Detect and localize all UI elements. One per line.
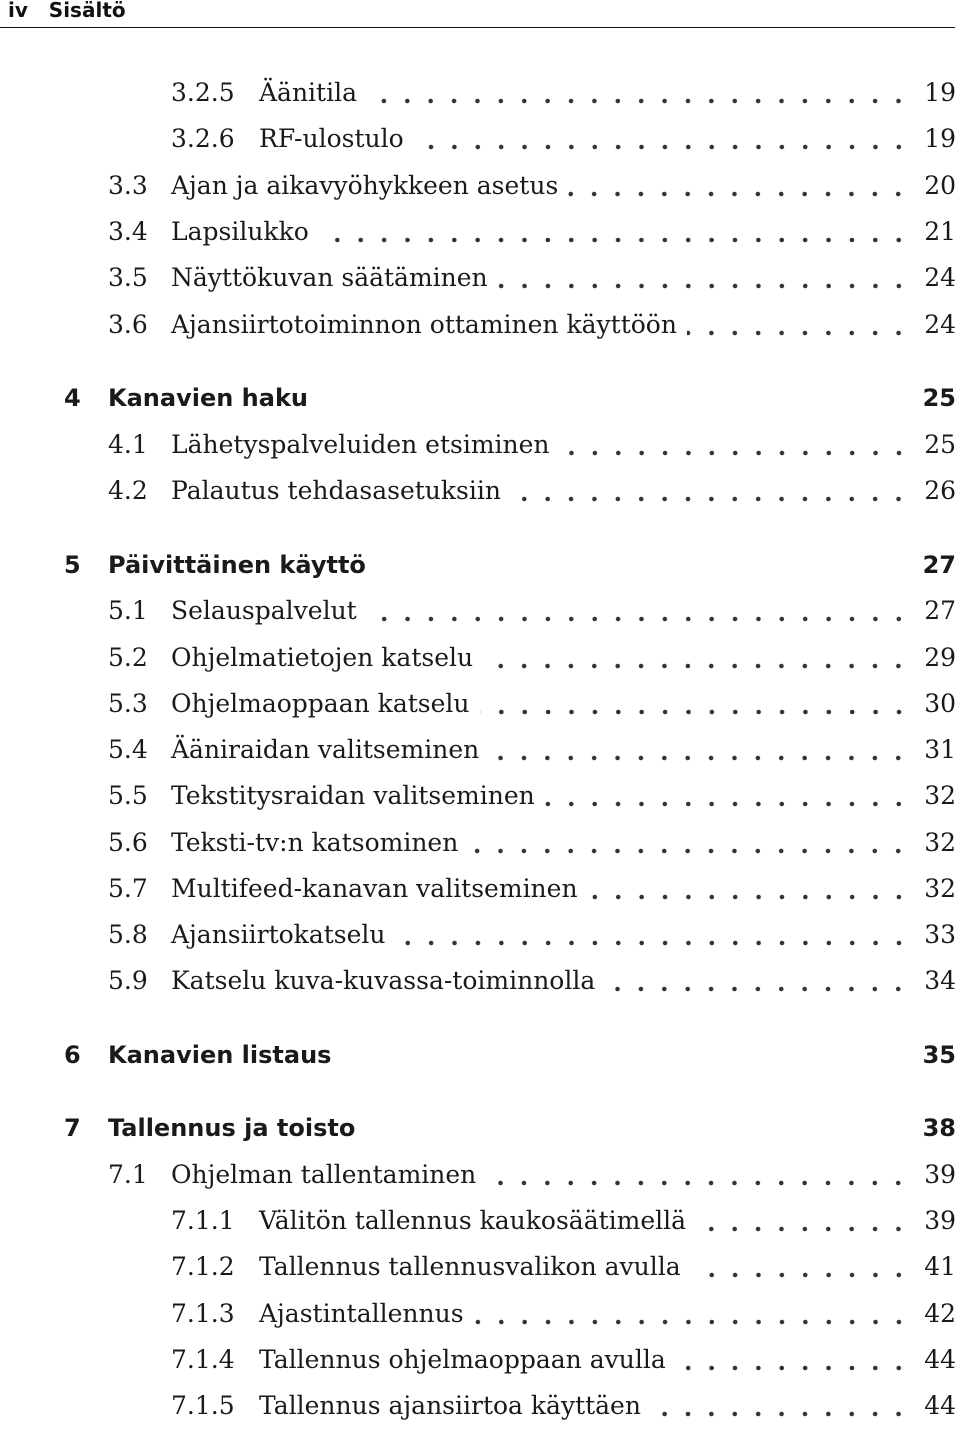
- toc-entry-page: 19: [924, 124, 956, 153]
- toc-entry-page: 25: [922, 384, 956, 412]
- leader-dots: [676, 1343, 910, 1377]
- toc-entry-title[interactable]: Selauspalvelut: [171, 596, 357, 625]
- toc-entry-title[interactable]: Kanavien haku: [108, 384, 308, 412]
- toc-entry-title[interactable]: Palautus tehdasasetuksiin: [171, 476, 501, 505]
- toc-entry-page: 30: [924, 689, 956, 718]
- toc-dot-leader: [489, 733, 910, 767]
- toc-entry-page: 44: [924, 1391, 956, 1420]
- leader-dots: [319, 215, 910, 249]
- leader-dots: [511, 474, 910, 508]
- toc-entry[interactable]: [0, 308, 960, 342]
- toc-entry-page: 25: [924, 430, 956, 459]
- toc-entry[interactable]: [0, 594, 960, 628]
- toc-entry-number: 7.1.4: [171, 1345, 235, 1374]
- toc-entry-page: 21: [924, 217, 956, 246]
- toc-entry-number: 3.4: [108, 217, 148, 246]
- toc-entry-title[interactable]: RF-ulostulo: [259, 124, 404, 153]
- toc-entry-title[interactable]: Päivittäinen käyttö: [108, 551, 366, 579]
- leader-dots: [696, 1204, 910, 1238]
- toc-entry-number: 3.6: [108, 310, 148, 339]
- toc-entry-page: 34: [924, 966, 956, 995]
- toc-entry-page: 32: [924, 781, 956, 810]
- toc-entry[interactable]: [0, 641, 960, 675]
- toc-entry-number: 5.2: [108, 643, 148, 672]
- toc-entry-page: 24: [924, 310, 956, 339]
- toc-chapter-entry[interactable]: [0, 1038, 960, 1072]
- toc-entry-title[interactable]: Tallennus ajansiirtoa käyttäen: [259, 1391, 641, 1420]
- toc-dot-leader: [696, 1204, 910, 1238]
- toc-entry-title[interactable]: Tallennus tallennusvalikon avulla: [259, 1252, 681, 1281]
- toc-dot-leader: [651, 1389, 910, 1423]
- toc-dot-leader: [414, 122, 911, 156]
- toc-entry-title[interactable]: Näyttökuvan säätäminen: [171, 263, 488, 292]
- toc-entry-title[interactable]: Multifeed-kanavan valitseminen: [171, 874, 578, 903]
- toc-dot-leader: [367, 76, 910, 110]
- toc-entry-page: 27: [924, 596, 956, 625]
- toc-entry-title[interactable]: Tallennus ohjelmaoppaan avulla: [259, 1345, 666, 1374]
- toc-entry-page: 29: [924, 643, 956, 672]
- toc-entry[interactable]: [0, 918, 960, 952]
- toc-entry-page: 33: [924, 920, 956, 949]
- leader-dots: [498, 261, 911, 295]
- toc-entry[interactable]: [0, 964, 960, 998]
- leader-dots: [687, 308, 910, 342]
- toc-entry-number: 5.7: [108, 874, 148, 903]
- leader-dots: [568, 169, 910, 203]
- toc-entry[interactable]: [0, 261, 960, 295]
- leader-dots: [489, 733, 910, 767]
- toc-entry-number: 5.8: [108, 920, 148, 949]
- toc-entry[interactable]: [0, 1250, 960, 1284]
- toc-entry-number: 5.1: [108, 596, 148, 625]
- toc-entry-number: 7.1: [108, 1160, 148, 1189]
- toc-entry[interactable]: [0, 1158, 960, 1192]
- toc-dot-leader: [560, 428, 911, 462]
- toc-dot-leader: [468, 826, 910, 860]
- toc-dot-leader: [605, 964, 910, 998]
- toc-entry[interactable]: [0, 215, 960, 249]
- toc-entry-page: 39: [924, 1160, 956, 1189]
- toc-dot-leader: [474, 1297, 911, 1331]
- toc-chapter-entry[interactable]: [0, 548, 960, 582]
- leader-dots: [486, 1158, 910, 1192]
- leader-dots: [560, 428, 911, 462]
- leader-dots: [691, 1250, 911, 1284]
- toc-entry-page: 35: [922, 1041, 956, 1069]
- leader-dots: [651, 1389, 910, 1423]
- toc-entry-title[interactable]: Ajansiirtokatselu: [171, 920, 386, 949]
- toc-entry-number: 7.1.5: [171, 1391, 235, 1420]
- toc-entry[interactable]: [0, 872, 960, 906]
- leader-dots: [483, 641, 910, 675]
- toc-dot-leader: [691, 1250, 911, 1284]
- toc-dot-leader: [687, 308, 910, 342]
- toc-entry-number: 5.6: [108, 828, 148, 857]
- toc-entry[interactable]: [0, 1297, 960, 1331]
- toc-entry-number: 5.4: [108, 735, 148, 764]
- toc-entry[interactable]: [0, 76, 960, 110]
- toc-entry-title[interactable]: Kanavien listaus: [108, 1041, 332, 1069]
- toc-dot-leader: [486, 1158, 910, 1192]
- page-number-roman: iv: [8, 0, 28, 22]
- toc-entry-title[interactable]: Ohjelmaoppaan katselu: [171, 689, 470, 718]
- toc-dot-leader: [480, 687, 911, 721]
- toc-dot-leader: [483, 641, 910, 675]
- toc-entry-number: 4.2: [108, 476, 148, 505]
- toc-entry-number: 5.5: [108, 781, 148, 810]
- toc-entry-number: 7.1.3: [171, 1299, 235, 1328]
- toc-entry-number: 3.3: [108, 171, 148, 200]
- toc-entry-page: 42: [924, 1299, 956, 1328]
- leader-dots: [414, 122, 911, 156]
- toc-entry-title[interactable]: Välitön tallennus kaukosäätimellä: [259, 1206, 687, 1235]
- toc-entry-title[interactable]: Lähetyspalveluiden etsiminen: [171, 430, 550, 459]
- toc-entry[interactable]: [0, 1204, 960, 1238]
- toc-entry-number: 4: [64, 384, 81, 412]
- leader-dots: [588, 872, 911, 906]
- toc-entry-page: 39: [924, 1206, 956, 1235]
- leader-dots: [480, 687, 911, 721]
- toc-entry-title[interactable]: Tallennus ja toisto: [108, 1114, 356, 1142]
- toc-entry-page: 32: [924, 828, 956, 857]
- toc-chapter-entry[interactable]: [0, 381, 960, 415]
- toc-entry-page: 24: [924, 263, 956, 292]
- toc-entry-page: 27: [922, 551, 956, 579]
- leader-dots: [474, 1297, 911, 1331]
- toc-dot-leader: [568, 169, 910, 203]
- toc-entry-title[interactable]: Teksti-tv:n katsominen: [171, 828, 459, 857]
- toc-entry[interactable]: [0, 428, 960, 462]
- leader-dots: [545, 779, 910, 813]
- toc-entry[interactable]: [0, 474, 960, 508]
- toc-entry-title[interactable]: Katselu kuva-kuvassa-toiminnolla: [171, 966, 596, 995]
- running-head-title: Sisältö: [48, 0, 126, 22]
- toc-entry-page: 44: [924, 1345, 956, 1374]
- toc-entry-page: 26: [924, 476, 956, 505]
- toc-entry-number: 3.2.6: [171, 124, 235, 153]
- toc-entry-number: 4.1: [108, 430, 148, 459]
- toc-dot-leader: [511, 474, 910, 508]
- toc-entry-title[interactable]: Ajansiirtotoiminnon ottaminen käyttöön: [171, 310, 677, 339]
- toc-entry-title[interactable]: Ajastintallennus: [259, 1299, 464, 1328]
- toc-chapter-entry[interactable]: [0, 1111, 960, 1145]
- toc-entry[interactable]: [0, 733, 960, 767]
- toc-entry-page: 31: [924, 735, 956, 764]
- toc-entry-number: 5.9: [108, 966, 148, 995]
- toc-entry[interactable]: [0, 779, 960, 813]
- toc-entry-title[interactable]: Lapsilukko: [171, 217, 309, 246]
- toc-dot-leader: [319, 215, 910, 249]
- toc-entry-number: 7: [64, 1114, 81, 1142]
- toc-entry[interactable]: [0, 826, 960, 860]
- toc-entry-title[interactable]: Ajan ja aikavyöhykkeen asetus: [171, 171, 559, 200]
- leader-dots: [605, 964, 910, 998]
- toc-entry-page: 41: [924, 1252, 956, 1281]
- toc-entry[interactable]: [0, 1389, 960, 1423]
- toc-entry-page: 38: [922, 1114, 956, 1142]
- toc-dot-leader: [498, 261, 911, 295]
- toc-entry-page: 19: [924, 78, 956, 107]
- toc-entry-number: 7.1.1: [171, 1206, 235, 1235]
- toc-entry-number: 3.2.5: [171, 78, 235, 107]
- toc-entry[interactable]: [0, 687, 960, 721]
- toc-dot-leader: [676, 1343, 910, 1377]
- toc-entry-page: 20: [924, 171, 956, 200]
- toc-entry-title[interactable]: Ohjelmatietojen katselu: [171, 643, 474, 672]
- toc-entry-page: 32: [924, 874, 956, 903]
- toc-entry-number: 7.1.2: [171, 1252, 235, 1281]
- toc-entry-number: 5: [64, 551, 81, 579]
- toc-entry-title[interactable]: Tekstitysraidan valitseminen: [171, 781, 535, 810]
- toc-dot-leader: [588, 872, 911, 906]
- leader-dots: [396, 918, 911, 952]
- toc-entry-title[interactable]: Ohjelman tallentaminen: [171, 1160, 477, 1189]
- leader-dots: [367, 594, 910, 628]
- toc-entry[interactable]: [0, 1343, 960, 1377]
- toc-entry-title[interactable]: Äänitila: [259, 78, 357, 107]
- toc-dot-leader: [367, 594, 910, 628]
- leader-dots: [468, 826, 910, 860]
- toc-entry[interactable]: [0, 122, 960, 156]
- toc-entry-title[interactable]: Ääniraidan valitseminen: [171, 735, 480, 764]
- toc-entry-number: 6: [64, 1041, 81, 1069]
- toc-entry-number: 5.3: [108, 689, 148, 718]
- toc-entry-number: 3.5: [108, 263, 148, 292]
- toc-entry[interactable]: [0, 169, 960, 203]
- toc-dot-leader: [545, 779, 910, 813]
- leader-dots: [367, 76, 910, 110]
- toc-dot-leader: [396, 918, 911, 952]
